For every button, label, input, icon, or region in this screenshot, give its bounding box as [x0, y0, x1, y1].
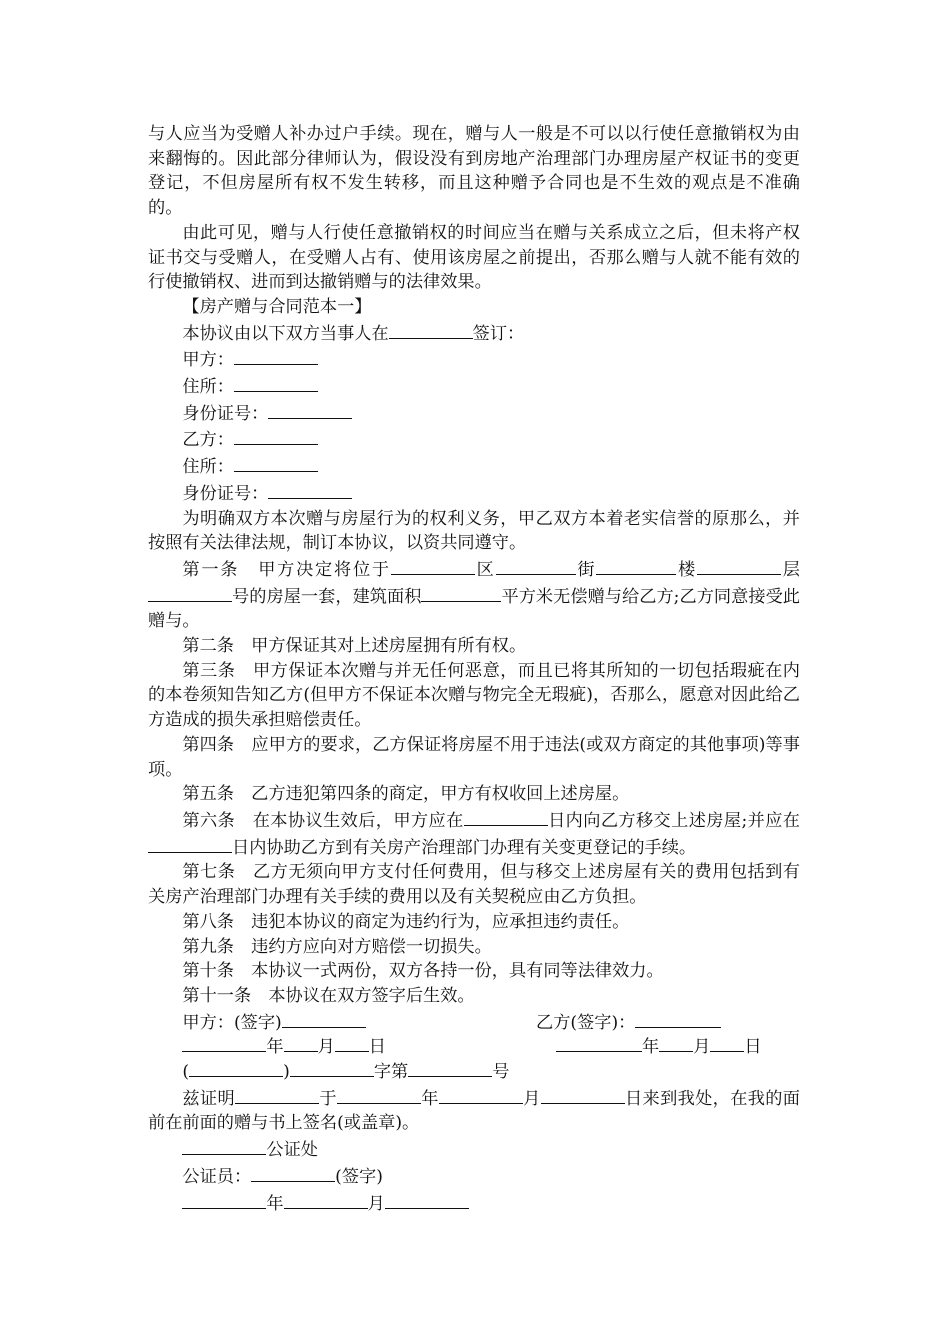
blank-line: [389, 320, 473, 339]
blank-line: [234, 346, 318, 365]
blank-line: [710, 1033, 744, 1052]
intro-paragraph-1: 与人应当为受赠人补办过户手续。现在，赠与人一般是不可以以行使任意撤销权为由来翻悔的。因此部分律师认为，假设没有到房地产治理部门办理房屋产权证书的变更登记，不但房屋所有权不发生转移，而且这种赠予合同也是不生效的观点是不准确的。: [148, 124, 800, 219]
blank-line: [496, 556, 576, 575]
article-3: 第三条 甲方保证本次赠与并无任何恶意，而且已将其所知的一切包括瑕疵在内的本卷须知告知乙方(但甲方不保证本次赠与物完全无瑕疵)，否那么，愿意对因此给乙方造成的损失承担赔偿责任。: [148, 660, 800, 731]
blank-line: [234, 453, 318, 472]
notary-office-line: 公证处: [148, 1136, 800, 1163]
signature-b-label: 乙方(签字)：: [536, 1012, 636, 1033]
blank-line: [235, 1085, 319, 1104]
blank-line: [596, 556, 676, 575]
address-b-line: 住所：: [148, 453, 800, 480]
preamble: 为明确双方本次赠与房屋行为的权利义务，甲乙双方本着老实信誉的原那么，并按照有关法律法规，制订本协议，以资共同遵守。: [148, 508, 800, 554]
opening-line: 本协议由以下双方当事人在 签订：: [148, 320, 800, 347]
article-9: 第九条 违约方应向对方赔偿一切损失。: [182, 936, 492, 957]
article-7: 第七条 乙方无须向甲方支付任何费用，但与移交上述房屋有关的费用包括到有关房产治理部门办理有关手续的费用以及有关契税应由乙方负担。: [148, 862, 800, 908]
article-11: 第十一条 本协议在双方签字后生效。: [182, 985, 475, 1006]
blank-line: [251, 1163, 335, 1182]
blank-line: [284, 1033, 318, 1052]
signature-date-row: 年 月 日 年 月 日: [148, 1033, 800, 1058]
party-a-line: 甲方：: [148, 346, 800, 373]
contract-title: 【房产赠与合同范本一】: [182, 296, 372, 317]
blank-line: [182, 1033, 266, 1052]
party-b-line: 乙方：: [148, 426, 800, 453]
document-page: [148, 122, 800, 1216]
blank-line: [439, 1085, 523, 1104]
notary-statement: 兹证明 于 年 月 日来到我处，在我的面前在前面的赠与书上签名(或盖章)。: [148, 1085, 800, 1136]
id-b-line: 身份证号：: [148, 480, 800, 507]
signature-row: [148, 1009, 800, 1034]
article-6: 第六条 在本协议生效后，甲方应在 日内向乙方移交上述房屋;并应在日内协助乙方到有关房产治理部门办理有关变更登记的手续。: [148, 807, 800, 860]
blank-line: [464, 807, 548, 826]
article-8: 第八条 违犯本协议的商定为违约行为，应承担违约责任。: [182, 911, 630, 932]
blank-line: [635, 1009, 721, 1028]
id-a-line: 身份证号：: [148, 400, 800, 427]
blank-line: [697, 556, 781, 575]
article-4: 第四条 应甲方的要求，乙方保证将房屋不用于违法(或双方商定的其他事项)等事项。: [148, 734, 800, 780]
blank-line: [148, 583, 232, 602]
blank-line: [556, 1033, 642, 1052]
blank-line: [284, 1190, 368, 1209]
blank-line: [189, 1058, 283, 1077]
notary-officer-line: 公证员： (签字): [148, 1163, 800, 1190]
blank-line: [659, 1033, 693, 1052]
signature-a-label: 甲方：(签字): [182, 1012, 282, 1033]
article-5: 第五条 乙方违犯第四条的商定，甲方有权收回上述房屋。: [182, 784, 630, 805]
intro-paragraph-2: 由此可见，赠与人行使任意撤销权的时间应当在赠与关系成立之后，但未将产权证书交与受赠人，在受赠人占有、使用该房屋之前提出，否那么赠与人就不能有效的行使撤销权、进而到达撤销赠与的法律效果。: [148, 222, 800, 293]
blank-line: [182, 1136, 266, 1155]
blank-line: [335, 1033, 369, 1052]
blank-line: [408, 1058, 492, 1077]
blank-line: [385, 1190, 469, 1209]
blank-line: [268, 400, 352, 419]
blank-line: [148, 834, 232, 853]
blank-line: [282, 1009, 366, 1028]
article-1: 第一条 甲方决定将位于 区 街 楼 层号的房屋一套，建筑面积 平方米无偿赠与给乙方;乙方同意接受此赠与。: [148, 556, 800, 634]
article-2: 第二条 甲方保证其对上述房屋拥有所有权。: [182, 636, 527, 657]
blank-line: [268, 480, 352, 499]
address-a-line: 住所：: [148, 373, 800, 400]
blank-line: [290, 1058, 374, 1077]
blank-line: [234, 373, 318, 392]
blank-line: [391, 556, 475, 575]
notary-date-line: 年 月: [148, 1190, 800, 1217]
certificate-number-line: ( ) 字第 号: [148, 1058, 800, 1085]
blank-line: [182, 1190, 266, 1209]
blank-line: [337, 1085, 421, 1104]
blank-line: [421, 583, 501, 602]
article-10: 第十条 本协议一式两份，双方各持一份，具有同等法律效力。: [182, 961, 664, 982]
blank-line: [541, 1085, 625, 1104]
blank-line: [234, 426, 318, 445]
